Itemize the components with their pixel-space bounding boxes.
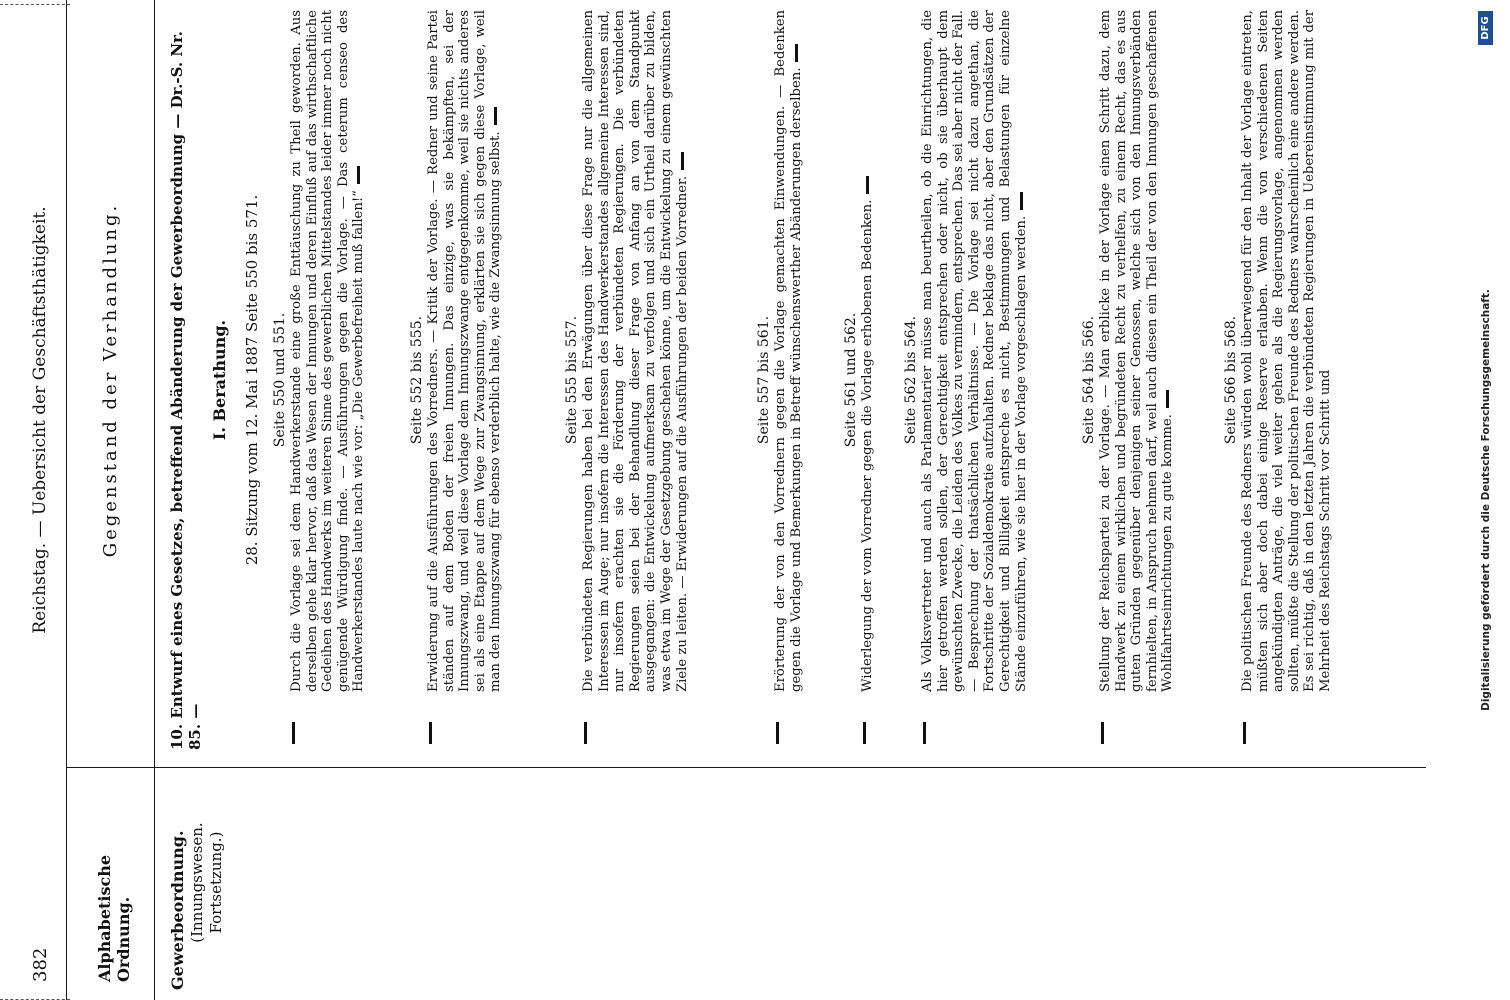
speech-section [271, 10, 367, 750]
end-dash [1166, 390, 1169, 408]
margin-keyword [168, 775, 226, 990]
entry-number: 10. [168, 723, 186, 750]
speaker-dash [1101, 722, 1104, 744]
section-paragraph [920, 10, 1029, 692]
running-head: Reichstag. — Uebersicht der Geschäftsthätigkeit. [30, 206, 50, 634]
speech-section [408, 10, 504, 750]
section-pages: Seite 550 und 551. [272, 312, 288, 448]
end-dash [494, 107, 497, 125]
margin-title: Gewerbeordnung. [168, 830, 187, 990]
speech-section [842, 10, 876, 750]
margin-sub-2: Fortsetzung.) [206, 831, 225, 934]
end-dash [1020, 192, 1023, 210]
end-dash [681, 152, 684, 170]
entry-title-text: Entwurf eines Gesetzes, betreffend Abänderung der Gewerbeordnung — Dr.-S. Nr. 85. — [168, 31, 204, 750]
section-paragraph [1098, 10, 1176, 692]
end-dash [357, 166, 360, 184]
speaker-dash [1243, 722, 1246, 744]
speech-section [1222, 10, 1334, 750]
section-text: Als Volksvertreter und auch als Parlamentarier müsse man beurtheilen, ob die Einrichtungen, die hier getroffen werden sollen, der Gerechtigkeit entsprechen oder nicht, ob sie überhaupt dem gewünschten Zwecke, die Leiden des Volkes zu vermindern, entsprechen. Das sei aber nicht der Fall. — Besprechung der thatsächlichen Verhältnisse. — Die Vorlage sei nicht dazu angethan, die Fortschritte der Sozialdemokratie aufzuhalten. Redner beklage das nicht, aber den Grundsätzen der Gerechtigkeit und Billigkeit entspreche es nicht, Bestimmungen und Belastungen für einzelne Stände einzuführen, wie sie hier in der Vorlage vorgeschlagen werden. [920, 10, 1029, 692]
speaker-dash [923, 722, 926, 744]
section-paragraph [860, 10, 876, 692]
speaker-dash [776, 722, 779, 744]
section-pages: Seite 557 bis 561. [756, 315, 772, 445]
section-pages: Seite 552 bis 555. [409, 315, 425, 445]
page-number: 382 [30, 947, 51, 982]
column-head-alphabetical: Alphabetische Ordnung. [95, 854, 133, 982]
section-text: Die politischen Freunde des Redners würden wohl überwiegend für den Inhalt der Vorlage eintreten, müßten sich aber doch dabei einige Reserve erlauben. Wenn die von verschiedenen Seiten angekündigten Anträge, die viel weiter gehen als die Regierungsvorlage, angenommen werden sollten, müßte die Stellung der politischen Freunde des Redners wahrscheinlich eine andere werden. Es sei richtig, daß in den letzten Jahren die verbündeten Regierungen in Uebereinstimmung mit der Mehrheit des Reichstags Schritt vor Schritt und [1240, 10, 1333, 692]
section-paragraph [289, 10, 367, 692]
edge-dash-right [0, 4, 70, 5]
margin-sub-1: (Innungswesen. [188, 822, 206, 943]
speaker-dash [429, 722, 432, 744]
end-dash [866, 176, 869, 194]
entry-title [168, 10, 204, 750]
section-text: Stellung der Reichspartei zu der Vorlage. — Man erblicke in der Vorlage einen Schritt dazu, dem Handwerk zu einem wirklichen und begründeten Recht zu verhelfen, zu einem Recht, das es aus guten Gründen gegenüber denjenigen seiner Genossen, welche sich von den Innungsverbänden fernhielten, in Anspruch nehmen darf, weil auch diesen ein Theil der von den Innungen geschaffenen Wohlfahrtseinrichtungen zu gute komme. [1098, 10, 1176, 692]
top-rule [66, 0, 67, 1000]
header-rule [154, 0, 155, 1000]
speaker-dash [584, 722, 587, 744]
speaker-dash [863, 722, 866, 744]
dfg-logo: DFG [1478, 11, 1493, 45]
section-text: Durch die Vorlage sei dem Handwerkerstande eine große Enttäuschung zu Theil geworden. Aus derselben gehe klar hervor, daß das Wesen der Innungen und deren Einfluß auf das wirthschaftliche Gedeihen des Handwerks im weiteren Sinne des gewerblichen Mittelstandes leider immer noch nicht genügende Würdigung finde. — Ausführungen gegen die Vorlage. — Das ceterum censeo des Handwerkerstandes laute nach wie vor: „Die Gewerbefreiheit muß fallen!“ [289, 10, 367, 692]
section-text: Die verbündeten Regierungen haben bei den Erwägungen über diese Frage nur die allgemeinen Interessen im Auge; nur insofern die Interessen des Handwerkerstandes allgemeine Interessen sind, nur insofern erachten sie die Förderung der verbündeten Regierungen. Die verbündeten Regierungen seien bei der Behandlung dieser Frage von Anfang an von dem Standpunkt ausgegangen: die Entwickelung aufmerksam zu verfolgen und sich ein Urtheil darüber zu bilden, was etwa im Wege der Gesetzgebung geschehen könne, um die Entwickelung zu einem gewünschten Ziele zu leiten. — Erwiderungen auf die Ausführungen der beiden Vorredner. [581, 10, 690, 692]
speech-section [1080, 10, 1176, 750]
section-pages: Seite 561 und 562. [843, 312, 859, 448]
section-text: Erwiderung auf die Ausführungen des Vorredners. — Kritik der Vorlage. — Redner und seine Partei ständen auf dem Boden der freien Innungen. Das einzige, was sie bekämpften, sei der Innungszwang, und weil diese Vorlage dem Innungszwange entgegenkomme, weil sie nichts anderes sei als eine Etappe auf dem Wege zur Zwangsinnung, erklärten sie sich gegen diese Vorlage, weil man den Innungszwang für ebenso verderblich halte, wie die Zwangsinnung selbst. [426, 10, 504, 692]
section-text: Widerlegung der vom Vorredner gegen die Vorlage erhobenen Bedenken. [860, 199, 875, 692]
column-divider [66, 767, 1426, 768]
reading-heading: I. Berathung. [210, 319, 229, 441]
section-paragraph [773, 10, 804, 692]
section-pages: Seite 566 bis 568. [1223, 315, 1239, 445]
section-text: Erörterung der von den Vorrednern gegen die Vorlage gemachten Einwendungen. — Bedenken gegen die Vorlage und Bemerkungen in Betreff wünschenswerther Abänderungen derselben. [773, 10, 804, 692]
speech-section [902, 10, 1029, 750]
section-pages: Seite 555 bis 557. [564, 315, 580, 445]
section-pages: Seite 562 bis 564. [903, 315, 919, 445]
speech-section [755, 10, 804, 750]
section-paragraph [426, 10, 504, 692]
end-dash [795, 44, 798, 62]
speaker-dash [292, 722, 295, 744]
speech-section [563, 10, 690, 750]
session-line: 28. Sitzung vom 12. Mai 1887 Seite 550 bis 571. [243, 194, 261, 566]
section-pages: Seite 564 bis 566. [1081, 315, 1097, 445]
section-paragraph [581, 10, 690, 692]
section-paragraph [1240, 10, 1334, 692]
column-head-subject: Gegenstand der Verhandlung. [100, 202, 121, 558]
digitization-credit: Digitalisierung gefördert durch die Deutsche Forschungsgemeinschaft. [1480, 289, 1492, 711]
